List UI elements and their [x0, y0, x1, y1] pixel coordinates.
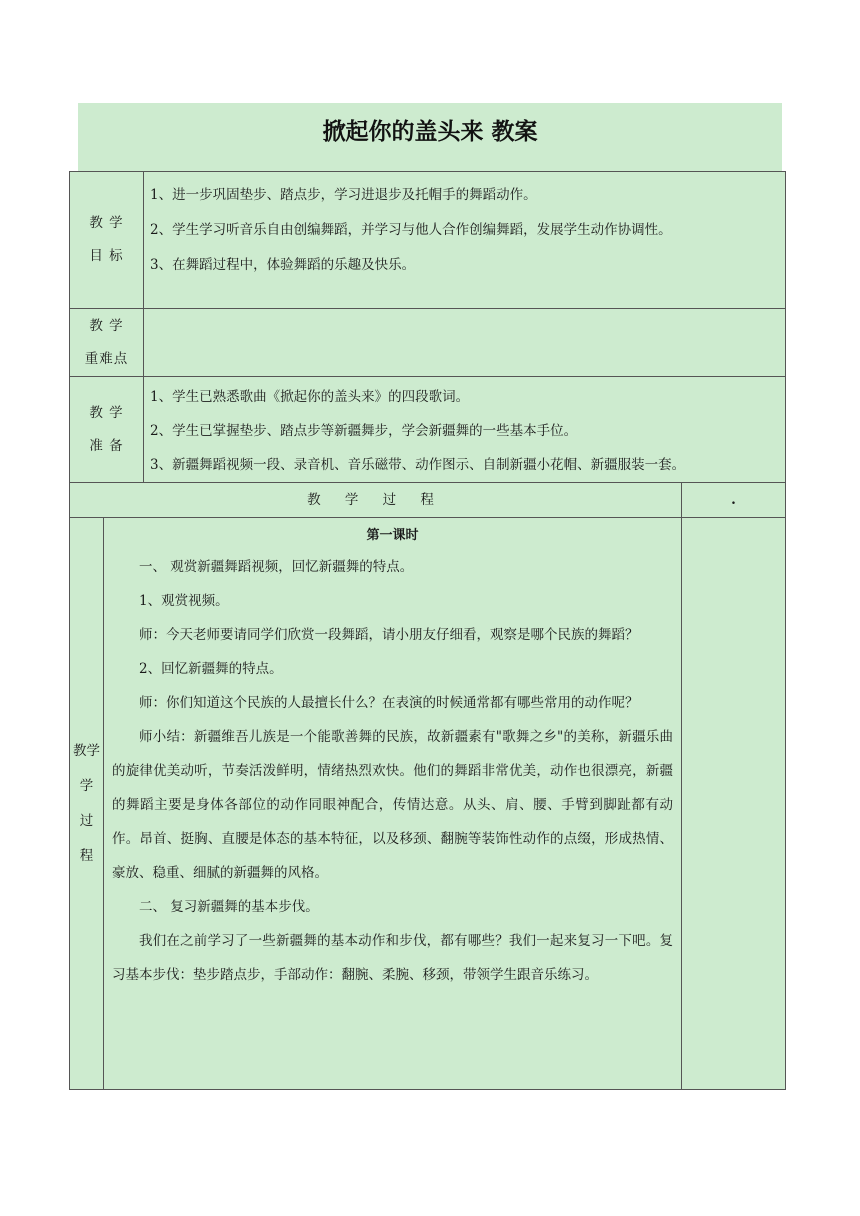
objective-item: 1、进一步巩固垫步、踏点步，学习进退步及托帽手的舞蹈动作。 [150, 187, 537, 203]
process-side-header: . [682, 483, 786, 518]
objectives-content [144, 172, 786, 309]
objectives-label: 教 学 目 标 [70, 172, 144, 309]
title-band [78, 103, 782, 171]
process-paragraph: 2、回忆新疆舞的特点。 [139, 661, 283, 677]
process-paragraph: 二、 复习新疆舞的基本步伐。 [139, 899, 319, 915]
process-paragraph: 师：今天老师要请同学们欣赏一段舞蹈，请小朋友仔细看，观察是哪个民族的舞蹈？ [139, 627, 639, 643]
preparation-row [70, 377, 786, 483]
key-points-row [70, 309, 786, 377]
process-header: 教 学 过 程 [70, 483, 682, 518]
document-title: 掀起你的盖头来 教案 [322, 119, 538, 145]
preparation-item: 3、新疆舞蹈视频一段、录音机、音乐磁带、动作图示、自制新疆小花帽、新疆服装一套。 [150, 457, 686, 473]
objectives-row [70, 172, 786, 309]
objective-item: 2、学生学习听音乐自由创编舞蹈，并学习与他人合作创编舞蹈，发展学生动作协调性。 [150, 222, 672, 238]
process-vertical-label: 教学 学 过 程 [70, 518, 104, 1090]
process-content [104, 518, 682, 1090]
objective-item: 3、在舞蹈过程中，体验舞蹈的乐趣及快乐。 [150, 257, 416, 273]
process-header-row [70, 483, 786, 518]
preparation-item: 2、学生已掌握垫步、踏点步等新疆舞步，学会新疆舞的一些基本手位。 [150, 423, 578, 439]
preparation-item: 1、学生已熟悉歌曲《掀起你的盖头来》的四段歌词。 [150, 389, 470, 405]
process-paragraph: 一、 观赏新疆舞蹈视频，回忆新疆舞的特点。 [139, 559, 414, 575]
key-points-content [144, 309, 786, 377]
process-row [70, 518, 786, 1090]
process-paragraph: 师：你们知道这个民族的人最擅长什么？在表演的时候通常都有哪些常用的动作呢？ [139, 695, 639, 711]
key-points-label: 教 学 重难点 [70, 309, 144, 377]
process-paragraph: 1、观赏视频。 [139, 593, 229, 609]
process-paragraph: 师小结：新疆维吾儿族是一个能歌善舞的民族，故新疆素有"歌舞之乡"的美称，新疆乐曲的旋律优美动听，节奏活泼鲜明，情绪热烈欢快。他们的舞蹈非常优美，动作也很漂亮，新疆的舞蹈主要是身体各部位的动作同眼神配合，传情达意。从头、肩、腰、手臂到脚趾都有动作。昂首、挺胸、直腰是体态的基本特征，以及移颈、翻腕等装饰性动作的点缀，形成热情、豪放、稳重、细腻的新疆舞的风格。 [112, 729, 674, 881]
preparation-label: 教 学 准 备 [70, 377, 144, 483]
preparation-content [144, 377, 786, 483]
lesson-title: 第一课时 [366, 528, 419, 543]
lesson-plan-table [69, 171, 786, 1090]
process-notes-column [682, 518, 786, 1090]
process-paragraph: 我们在之前学习了一些新疆舞的基本动作和步伐，都有哪些？我们一起来复习一下吧。复习基本步伐：垫步踏点步，手部动作：翻腕、柔腕、移颈，带领学生跟音乐练习。 [112, 933, 674, 983]
